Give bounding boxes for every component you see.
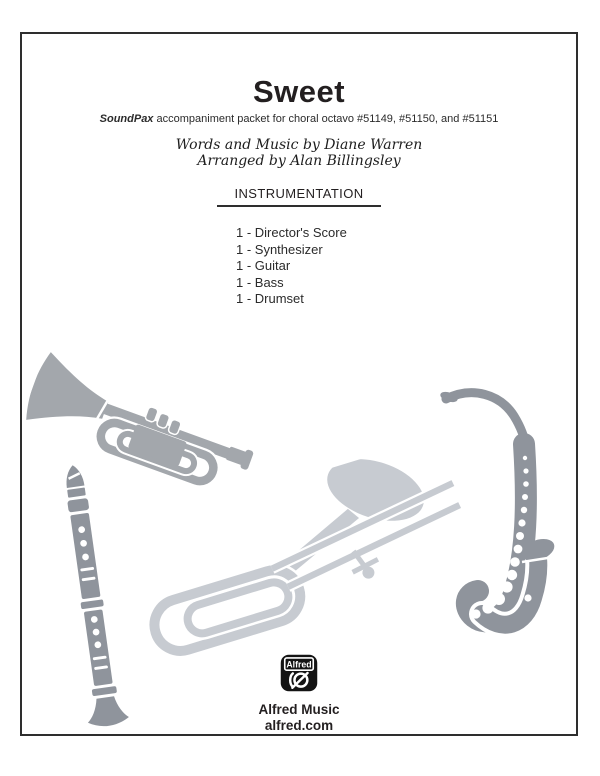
- publisher-name: Alfred Music: [258, 702, 340, 717]
- credit-words-music: Words and Music by Diane Warren: [175, 137, 423, 153]
- credits: [22, 138, 576, 169]
- saxophone-icon: [436, 386, 568, 668]
- instrumentation-list: [236, 225, 347, 308]
- footer: [22, 654, 576, 733]
- subtitle: [22, 113, 576, 125]
- alfred-logo-text: Alfred: [286, 659, 312, 670]
- list-item: 1 - Bass: [236, 274, 284, 290]
- list-item: 1 - Guitar: [236, 258, 291, 274]
- page-border-frame: [20, 32, 578, 736]
- list-item: 1 - Synthesizer: [236, 241, 323, 257]
- credit-arranger: Arranged by Alan Billingsley: [197, 152, 401, 169]
- page-title: Sweet: [252, 74, 346, 109]
- list-item: 1 - Director's Score: [236, 225, 347, 240]
- publisher-website: alfred.com: [264, 717, 334, 733]
- soundpax-brand: SoundPax: [99, 113, 154, 125]
- instrumentation-heading: INSTRUMENTATION: [22, 186, 576, 207]
- alfred-logo: [280, 654, 318, 692]
- subtitle-text: accompaniment packet for choral octavo #51149, #51150, and #51151: [153, 113, 499, 125]
- saxophone-illustration: [436, 386, 568, 668]
- list-item: 1 - Drumset: [236, 291, 304, 307]
